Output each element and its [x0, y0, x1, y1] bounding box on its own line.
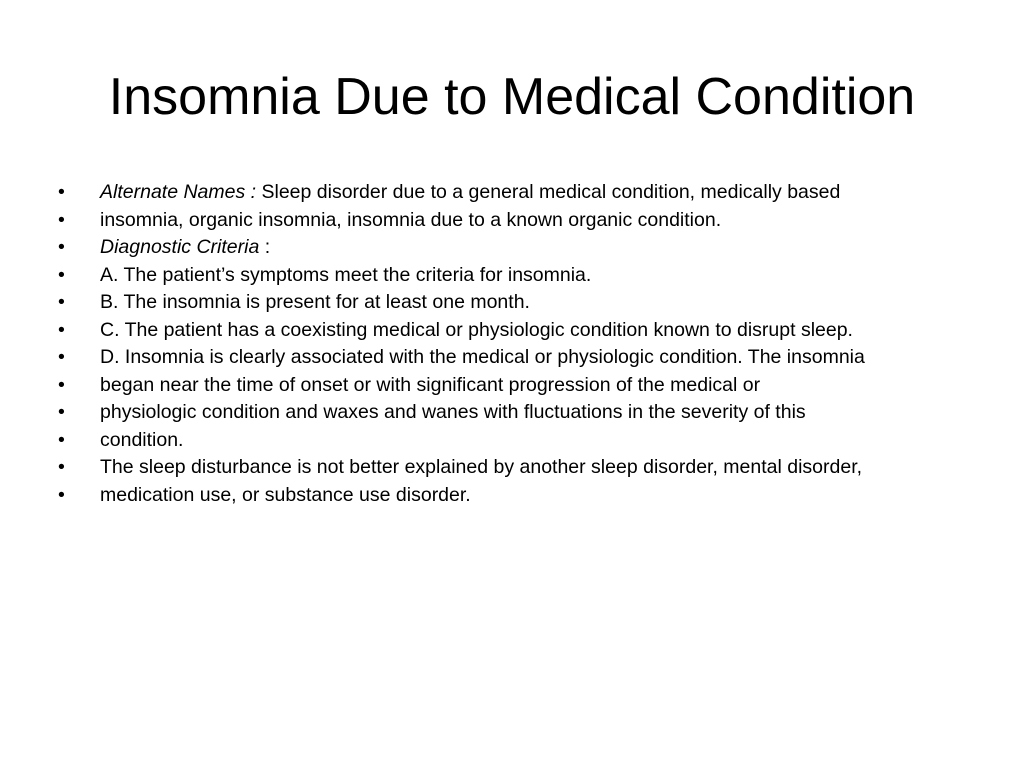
bullet-icon: •: [58, 291, 65, 313]
bullet-text: :: [259, 236, 271, 258]
bullet-text: D. Insomnia is clearly associated with the medical or physiologic condition. The insomnia: [100, 346, 865, 368]
bullet-list: [58, 182, 938, 512]
bullet-icon: •: [58, 401, 65, 423]
bullet-item: [58, 347, 938, 368]
bullet-text: insomnia, organic insomnia, insomnia due to a known organic condition.: [100, 208, 722, 231]
bullet-text: began near the time of onset or with significant progression of the medical or: [100, 373, 761, 396]
bullet-text: Sleep disorder due to a general medical condition, medically based: [256, 181, 841, 203]
bullet-text: physiologic condition and waxes and wanes with fluctuations in the severity of this: [100, 401, 806, 423]
bullet-text: A. The patient’s symptoms meet the criteria for insomnia.: [100, 263, 592, 286]
bullet-item-diagnostic-criteria: [58, 237, 938, 258]
bullet-item: [58, 402, 938, 423]
bullet-label: Diagnostic Criteria: [100, 236, 260, 258]
bullet-item: [58, 485, 938, 506]
bullet-item: [58, 265, 938, 286]
bullet-icon: •: [58, 346, 65, 368]
bullet-text: condition.: [100, 428, 184, 451]
bullet-icon: •: [58, 263, 65, 286]
bullet-icon: •: [58, 181, 65, 203]
bullet-icon: •: [58, 373, 65, 396]
bullet-item: [58, 457, 938, 478]
bullet-icon: •: [58, 428, 65, 451]
bullet-text: The sleep disturbance is not better explained by another sleep disorder, mental disorder,: [100, 456, 863, 478]
bullet-item-alternate-names: [58, 182, 938, 203]
bullet-text: medication use, or substance use disorder.: [100, 483, 471, 506]
slide-title: Insomnia Due to Medical Condition: [108, 68, 916, 126]
bullet-icon: •: [58, 483, 65, 506]
bullet-icon: •: [58, 456, 65, 478]
bullet-item: [58, 320, 938, 341]
bullet-label: Alternate Names :: [100, 181, 257, 203]
bullet-text: C. The patient has a coexisting medical or physiologic condition known to disrupt sleep.: [100, 318, 853, 341]
bullet-item: [58, 430, 938, 451]
bullet-icon: •: [58, 236, 65, 258]
bullet-item: [58, 210, 938, 231]
bullet-item: [58, 292, 938, 313]
bullet-icon: •: [58, 208, 65, 231]
bullet-icon: •: [58, 318, 65, 341]
bullet-item: [58, 375, 938, 396]
bullet-text: B. The insomnia is present for at least one month.: [100, 291, 530, 313]
